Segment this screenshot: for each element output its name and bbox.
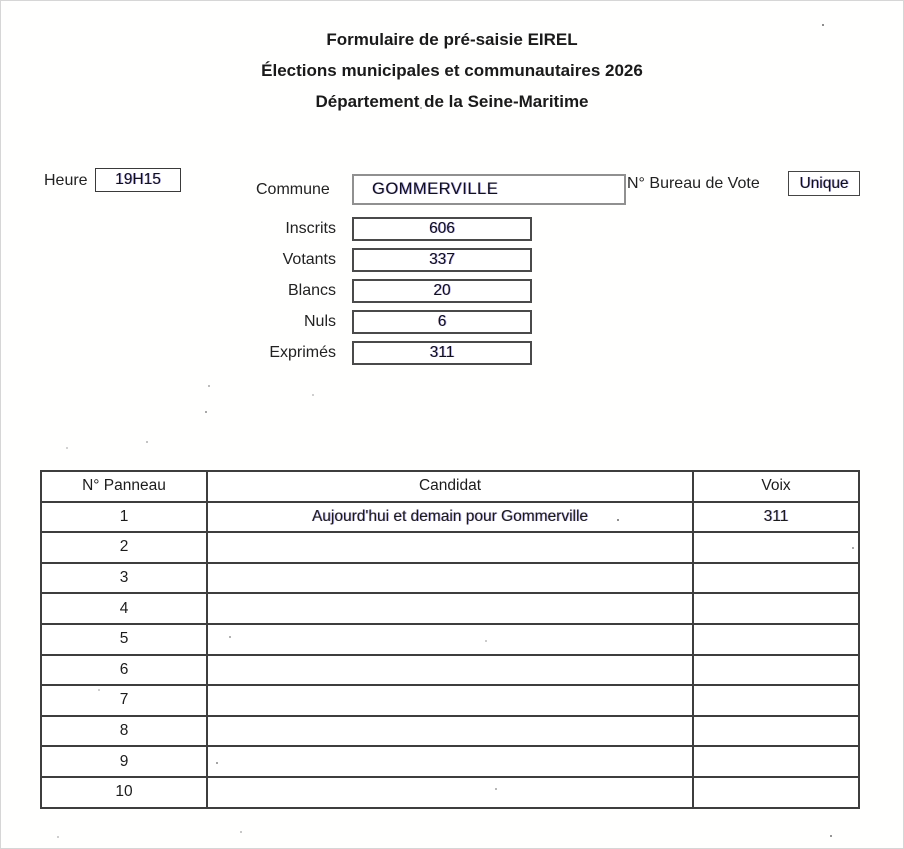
cell-panneau: 4 bbox=[41, 593, 207, 624]
table-row bbox=[41, 716, 859, 747]
cell-candidat: Aujourd'hui et demain pour Gommerville bbox=[207, 502, 693, 533]
cell-candidat bbox=[207, 624, 693, 655]
cell-candidat bbox=[207, 655, 693, 686]
cell-panneau: 8 bbox=[41, 716, 207, 747]
cell-voix bbox=[693, 685, 859, 716]
table-row bbox=[41, 593, 859, 624]
cell-voix bbox=[693, 593, 859, 624]
cell-voix bbox=[693, 746, 859, 777]
cell-panneau: 9 bbox=[41, 746, 207, 777]
nuls-label: Nuls bbox=[303, 313, 336, 330]
table-row bbox=[41, 532, 859, 563]
cell-voix bbox=[693, 624, 859, 655]
cell-candidat bbox=[207, 685, 693, 716]
form-title: Formulaire de pré-saisie EIREL bbox=[326, 30, 578, 49]
blancs-field bbox=[352, 279, 532, 303]
table-row bbox=[41, 685, 859, 716]
inscrits-value: 606 bbox=[429, 220, 455, 237]
form-title-block bbox=[0, 24, 904, 117]
table-row bbox=[41, 624, 859, 655]
turnout-stats bbox=[186, 218, 532, 364]
commune-value: GOMMERVILLE bbox=[372, 180, 499, 198]
cell-candidat bbox=[207, 532, 693, 563]
blancs-label: Blancs bbox=[287, 282, 336, 299]
votants-field bbox=[352, 248, 532, 272]
exprimes-value: 311 bbox=[429, 344, 455, 361]
cell-panneau: 3 bbox=[41, 563, 207, 594]
cell-panneau: 10 bbox=[41, 777, 207, 808]
votants-label: Votants bbox=[282, 251, 336, 268]
cell-candidat bbox=[207, 593, 693, 624]
stat-row-nuls bbox=[186, 311, 532, 333]
votants-value: 337 bbox=[429, 251, 455, 268]
header-voix: Voix bbox=[693, 471, 859, 502]
cell-candidat bbox=[207, 716, 693, 747]
table-row bbox=[41, 746, 859, 777]
cell-candidat bbox=[207, 563, 693, 594]
commune-field bbox=[352, 174, 626, 205]
nuls-value: 6 bbox=[437, 313, 447, 330]
cell-voix bbox=[693, 777, 859, 808]
cell-panneau: 1 bbox=[41, 502, 207, 533]
bureau-de-vote-field bbox=[788, 171, 860, 196]
heure-field bbox=[95, 168, 181, 192]
table-row bbox=[41, 563, 859, 594]
cell-candidat bbox=[207, 746, 693, 777]
cell-voix bbox=[693, 563, 859, 594]
header-candidat: Candidat bbox=[207, 471, 693, 502]
results-table-body bbox=[41, 502, 859, 808]
table-row bbox=[41, 777, 859, 808]
cell-panneau: 5 bbox=[41, 624, 207, 655]
cell-voix bbox=[693, 532, 859, 563]
results-table-header-row bbox=[41, 471, 859, 502]
bureau-de-vote-label: N° Bureau de Vote bbox=[627, 175, 760, 192]
cell-panneau: 7 bbox=[41, 685, 207, 716]
stat-row-inscrits bbox=[186, 218, 532, 240]
stat-row-blancs bbox=[186, 280, 532, 302]
inscrits-label: Inscrits bbox=[285, 220, 336, 237]
cell-candidat bbox=[207, 777, 693, 808]
form-subtitle-department: Département de la Seine-Maritime bbox=[315, 92, 589, 111]
cell-voix bbox=[693, 655, 859, 686]
nuls-field bbox=[352, 310, 532, 334]
commune-label: Commune bbox=[256, 181, 330, 198]
cell-voix: 311 bbox=[693, 502, 859, 533]
bureau-de-vote-value: Unique bbox=[799, 174, 849, 192]
inscrits-field bbox=[352, 217, 532, 241]
heure-label: Heure bbox=[44, 172, 88, 189]
cell-panneau: 2 bbox=[41, 532, 207, 563]
exprimes-field bbox=[352, 341, 532, 365]
heure-value: 19H15 bbox=[115, 171, 161, 188]
stat-row-exprimes bbox=[186, 342, 532, 364]
scan-noise-specks bbox=[0, 0, 2, 2]
header-panneau: N° Panneau bbox=[41, 471, 207, 502]
cell-voix bbox=[693, 716, 859, 747]
exprimes-label: Exprimés bbox=[269, 344, 336, 361]
cell-panneau: 6 bbox=[41, 655, 207, 686]
blancs-value: 20 bbox=[433, 282, 451, 299]
results-table bbox=[40, 470, 860, 809]
form-subtitle-election: Élections municipales et communautaires 2026 bbox=[261, 61, 643, 80]
stat-row-votants bbox=[186, 249, 532, 271]
table-row bbox=[41, 655, 859, 686]
table-row bbox=[41, 502, 859, 533]
